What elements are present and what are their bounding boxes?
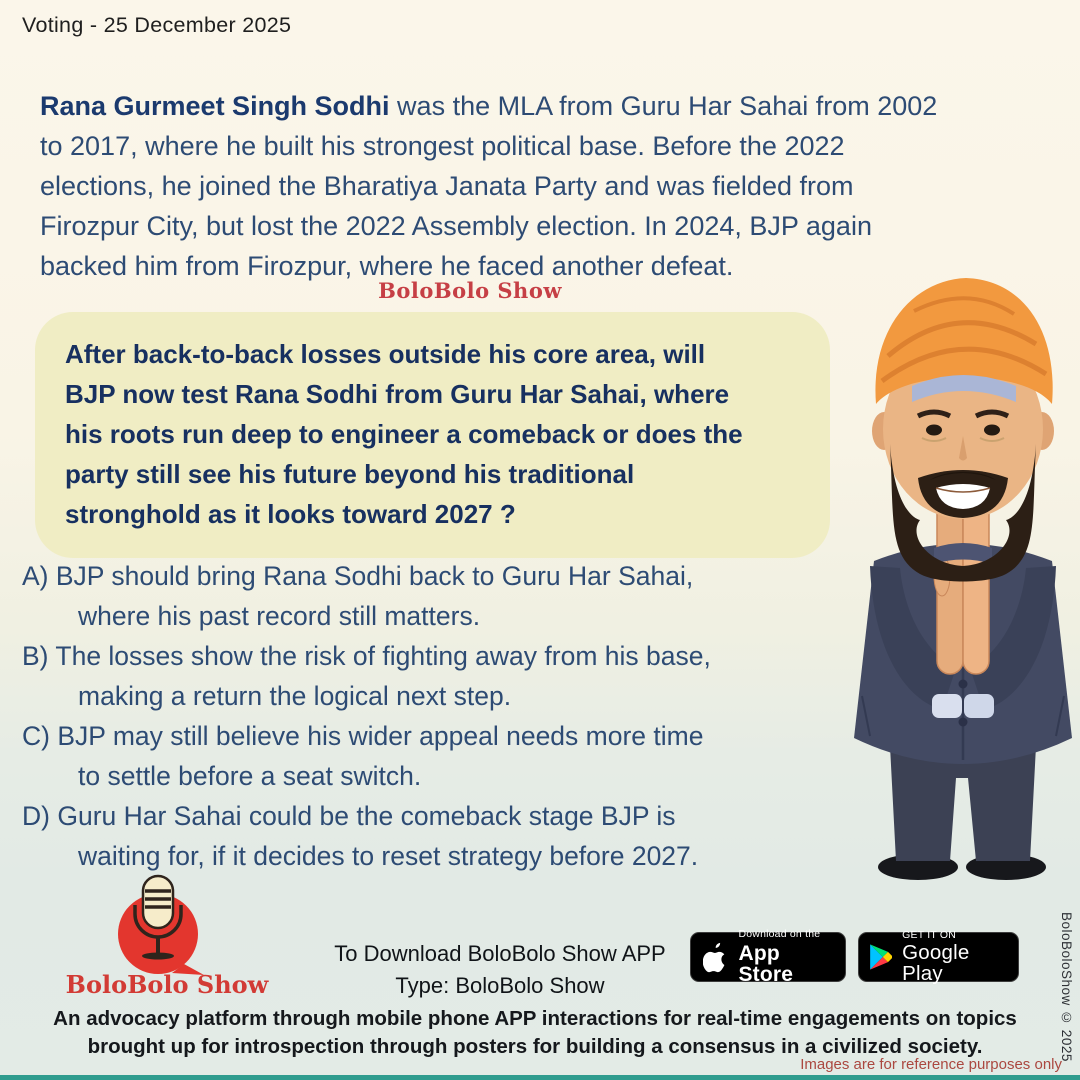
question-line: party still see his future beyond his traditional [65,459,635,489]
app-store-small-text: Download on the [738,928,821,941]
google-play-small-text: GET IT ON [902,928,957,941]
options-list [22,556,852,876]
vertical-copyright: BoloBoloShow © 2025 [1059,912,1074,1062]
question-line: stronghold as it looks toward 2027 ? [65,499,516,529]
google-play-badge[interactable] [858,928,1019,985]
advocacy-tagline [30,1005,1040,1061]
download-line1: To Download BoloBolo Show APP [334,941,666,966]
option-line: A) BJP should bring Rana Sodhi back to Guru Har Sahai, [22,561,694,591]
date-label: Voting - 25 December 2025 [22,13,292,37]
option-c [22,716,852,796]
tagline-line2: brought up for introspection through posters for building a consensus in a civilized society. [87,1035,983,1058]
intro-line: Rana Gurmeet Singh Sodhi was the MLA from Guru Har Sahai from 2002 [40,91,938,121]
option-b [22,636,852,716]
option-line: where his past record still matters. [78,601,481,631]
app-store-badge[interactable] [690,928,846,986]
option-line: D) Guru Har Sahai could be the comeback stage BJP is [22,801,676,831]
intro-line: Firozpur City, but lost the 2022 Assembly election. In 2024, BJP again [40,211,872,241]
app-store-big-text: App Store [738,941,794,986]
brand-wordmark: BoloBolo Show [378,278,562,303]
option-line: B) The losses show the risk of fighting away from his base, [22,641,711,671]
option-d [22,796,852,876]
intro-line: backed him from Firozpur, where he faced another defeat. [40,251,734,281]
question-line: his roots run deep to engineer a comeback or does the [65,419,743,449]
brand-logo-text: BoloBolo Show [65,970,269,999]
intro-line: elections, he joined the Bharatiya Janata Party and was fielded from [40,171,854,201]
intro-paragraph [40,86,1050,286]
apple-icon [703,941,729,973]
politician-illustration [818,266,1080,888]
bottom-accent-strip [0,1075,1080,1080]
option-line: waiting for, if it decides to reset strategy before 2027. [78,841,699,871]
google-play-icon [869,942,893,972]
option-line: to settle before a seat switch. [78,761,422,791]
download-line2: Type: BoloBolo Show [395,973,605,998]
question-line: BJP now test Rana Sodhi from Guru Har Sahai, where [65,379,730,409]
intro-line: to 2017, where he built his strongest political base. Before the 2022 [40,131,845,161]
question-line: After back-to-back losses outside his core area, will [65,339,706,369]
politician-name: Rana Gurmeet Singh Sodhi [40,91,390,121]
google-play-big-text: Google Play [902,941,970,985]
option-line: making a return the logical next step. [78,681,512,711]
option-a [22,556,852,636]
download-instructions [325,938,675,1002]
question-box [35,312,830,558]
option-line: C) BJP may still believe his wider appeal needs more time [22,721,704,751]
brand-logo-icon [100,874,232,976]
image-disclaimer: Images are for reference purposes only [800,1056,1062,1073]
tagline-line1: An advocacy platform through mobile phone APP interactions for real-time engagements on topics [53,1007,1017,1030]
